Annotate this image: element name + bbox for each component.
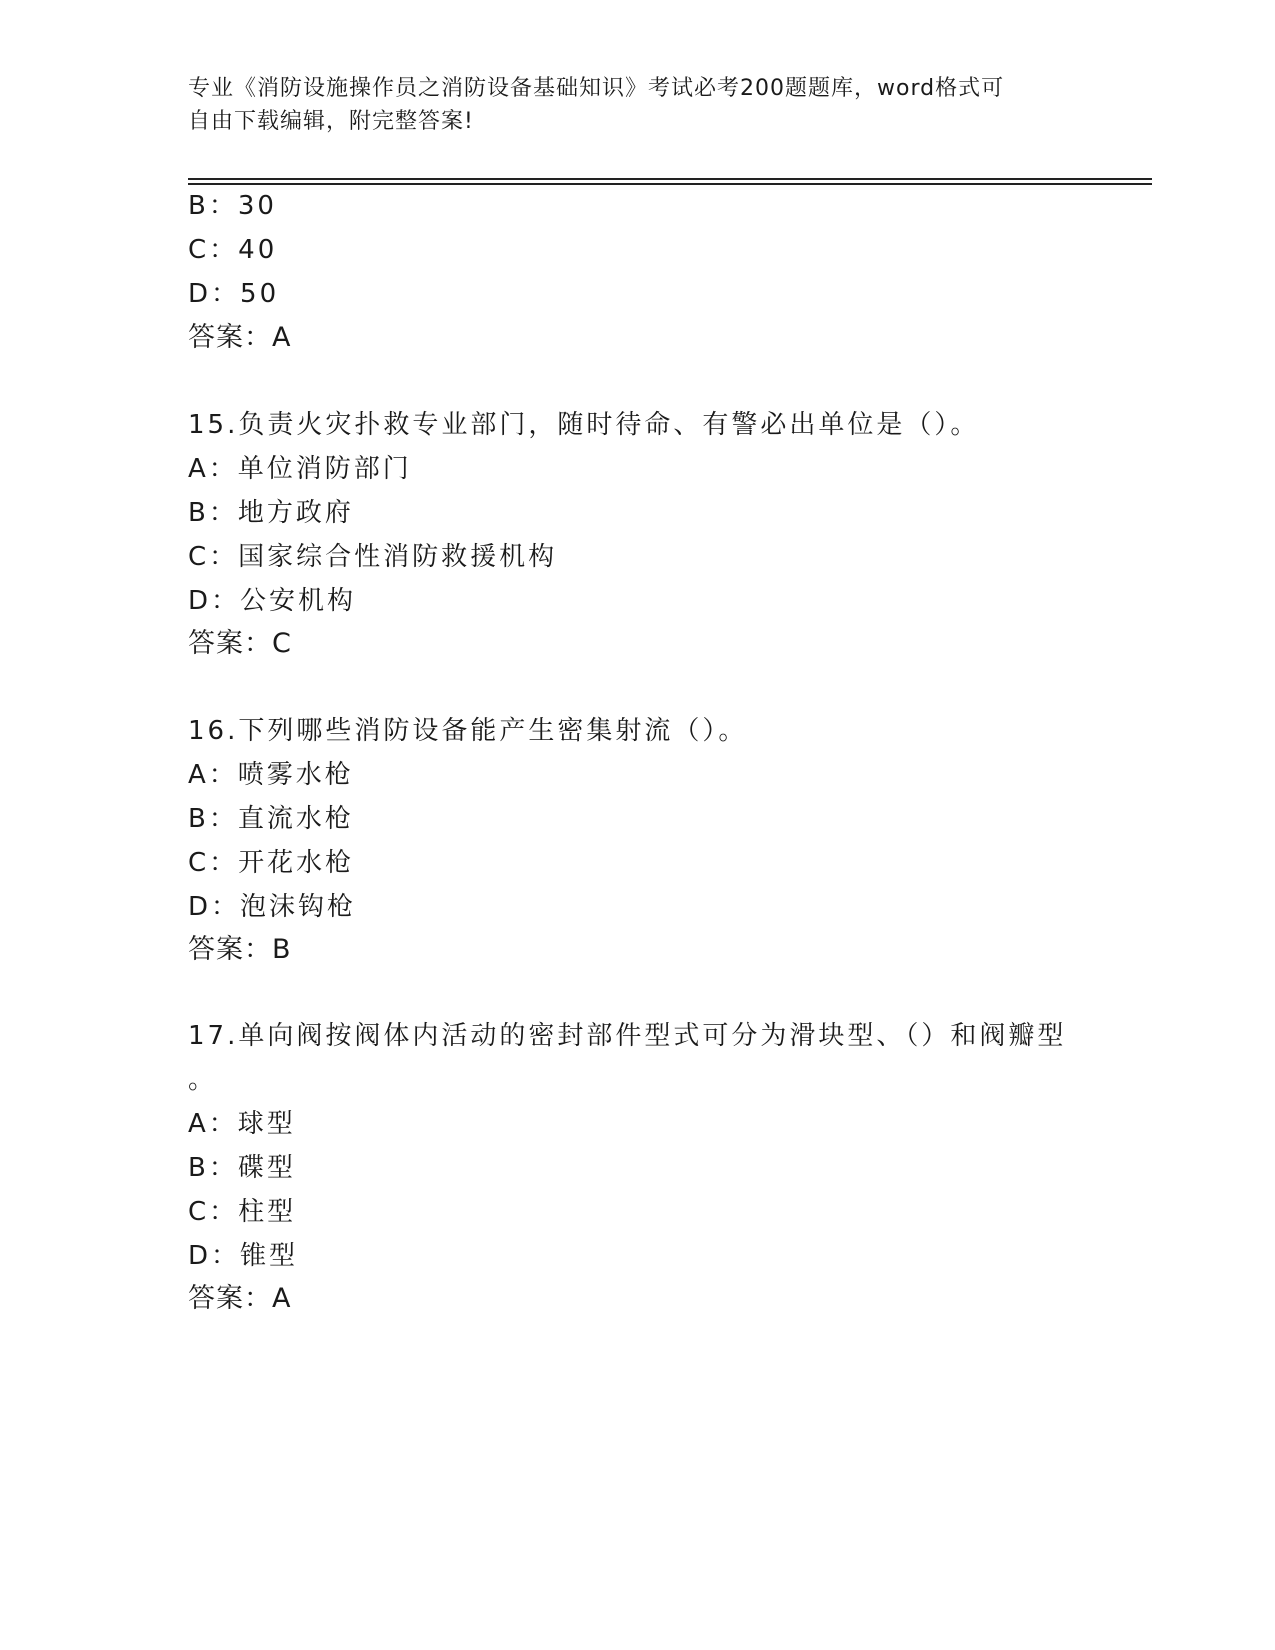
- answer: 答案：C: [188, 628, 292, 659]
- option-d: D：泡沫钩枪: [188, 892, 357, 922]
- option-b: B：30: [188, 191, 277, 221]
- question-15-stem: 15.负责火灾扑救专业部门，随时待命、有警必出单位是（）。: [188, 410, 980, 440]
- option-a: A：球型: [188, 1109, 296, 1139]
- option-b: B：直流水枪: [188, 804, 354, 834]
- option-c: C：柱型: [188, 1197, 297, 1227]
- question-16-stem: 16.下列哪些消防设备能产生密集射流（）。: [188, 716, 748, 746]
- answer: 答案：B: [188, 934, 292, 965]
- option-d: D：公安机构: [188, 586, 357, 616]
- document-header: 专业《消防设施操作员之消防设备基础知识》考试必考200题题库，word格式可 自由下载编辑，附完整答案!: [188, 76, 1005, 134]
- option-c: C：开花水枪: [188, 848, 355, 878]
- option-d: D：锥型: [188, 1241, 299, 1271]
- question-17-stem-continuation: 。: [188, 1065, 218, 1095]
- option-a: A：单位消防部门: [188, 454, 412, 484]
- option-a: A：喷雾水枪: [188, 760, 354, 790]
- option-c: C：40: [188, 235, 278, 265]
- option-c: C：国家综合性消防救援机构: [188, 542, 558, 572]
- header-divider-top: [188, 178, 1152, 180]
- option-b: B：地方政府: [188, 498, 354, 528]
- option-d: D：50: [188, 279, 280, 309]
- answer: 答案：A: [188, 1283, 292, 1314]
- header-divider-bottom: [188, 183, 1152, 185]
- question-17-stem: 17.单向阀按阀体内活动的密封部件型式可分为滑块型、（）和阀瓣型: [188, 1021, 1067, 1051]
- answer: 答案：A: [188, 322, 292, 353]
- option-b: B：碟型: [188, 1153, 296, 1183]
